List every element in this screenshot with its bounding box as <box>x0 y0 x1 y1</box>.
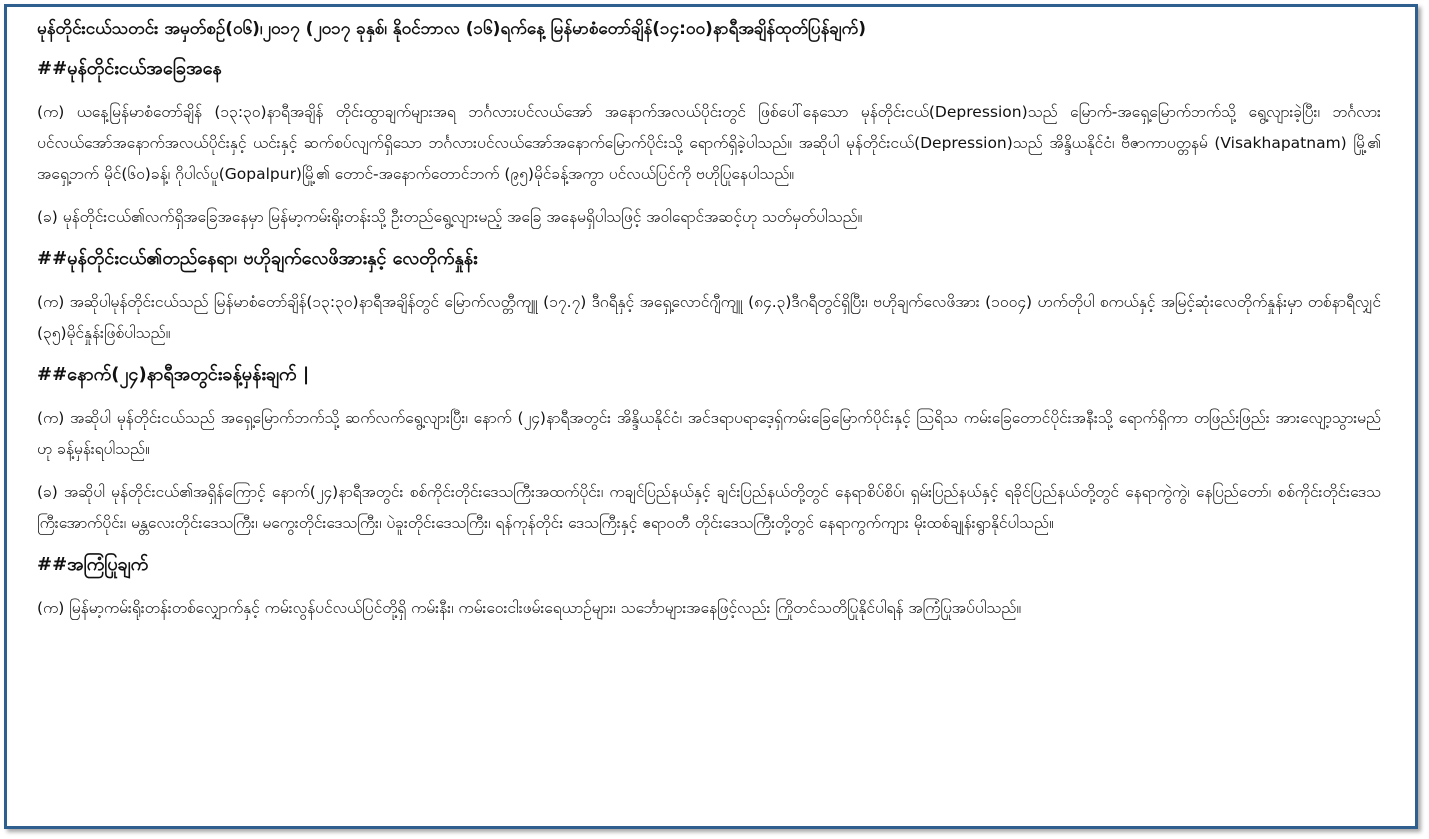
bulletin-content <box>37 15 1381 636</box>
location-paragraph-a: (က) အဆိုပါမုန်တိုင်းငယ်သည် မြန်မာစံတော်ချိန်(၁၃:၃၀)နာရီအချိန်တွင် မြောက်လတ္တီကျူ (၁၇.၇) ဒီဂရီနှင့် အရှေ့လောင်ဂျီကျူ (၈၄.၃)ဒီဂရီတွင်ရှိပြီး၊ ဗဟိုချက်လေဖိအား (၁၀၀၄) ဟက်တိုပါ စကယ်နှင့် အမြင့်ဆုံးလေတိုက်နှုန်းမှာ တစ်နာရီလျှင် (၃၅)မိုင်နှုန်းဖြစ်ပါသည်။ <box>37 293 1381 342</box>
section-heading-condition: ##မုန်တိုင်းငယ်အခြေအနေ <box>37 58 222 79</box>
bulletin-title: မုန်တိုင်းငယ်သတင်း အမှတ်စဉ်(၀၆)၊၂၀၁၇ (၂၀၁၇ ခုနှစ်၊ နိုဝင်ဘာလ (၁၆)ရက်နေ့ မြန်မာစံတော်ချိန်(၁၄:၀၀)နာရီအချိန်ထုတ်ပြန်ချက်) <box>37 19 867 39</box>
section-heading-forecast: ##နောက်(၂၄)နာရီအတွင်းခန့်မှန်းချက် | <box>37 364 310 385</box>
condition-paragraph-b: (ခ) မုန်တိုင်းငယ်၏လက်ရှိအခြေအနေမှာ မြန်မာ့ကမ်းရိုးတန်းသို့ ဦးတည်ရွေ့လျားမည့် အခြေ အနေမရှိပါသဖြင့် အဝါရောင်အဆင့်ဟု သတ်မှတ်ပါသည်။ <box>37 208 863 226</box>
bulletin-frame <box>4 4 1418 829</box>
forecast-paragraph-a: (က) အဆိုပါ မုန်တိုင်းငယ်သည် အရှေ့မြောက်ဘက်သို့ ဆက်လက်ရွေ့လျားပြီး၊ နောက် (၂၄)နာရီအတွင်း အိန္ဒိယနိုင်ငံ၊ အင်ဒရာပရာဒေ့ရှ်ကမ်းခြေမြောက်ပိုင်းနှင့် သြရိသ ကမ်းခြေတောင်ပိုင်းအနီးသို့ ရောက်ရှိကာ တဖြည်းဖြည်း အားလျော့သွားမည်ဟု ခန့်မှန်းရပါသည်။ <box>37 409 1381 458</box>
forecast-paragraph-b: (ခ) အဆိုပါ မုန်တိုင်းငယ်၏အရှိန်ကြောင့် နောက်(၂၄)နာရီအတွင်း စစ်ကိုင်းတိုင်းဒေသကြီးအထက်ပိုင်း၊ ကချင်ပြည်နယ်နှင့် ချင်းပြည်နယ်တို့တွင် နေရာစိပ်စိပ်၊ ရှမ်းပြည်နယ်နှင့် ရခိုင်ပြည်နယ်တို့တွင် နေရာကွဲကွဲ၊ နေပြည်တော်၊ စစ်ကိုင်းတိုင်းဒေသကြီးအောက်ပိုင်း၊ မန္တလေးတိုင်းဒေသကြီး၊ မကွေးတိုင်းဒေသကြီး၊ ပဲခူးတိုင်းဒေသကြီး၊ ရန်ကုန်တိုင်း ဒေသကြီးနှင့် ဧရာဝတီ တိုင်းဒေသကြီးတို့တွင် နေရာကွက်ကျား မိုးထစ်ချုန်းရွာနိုင်ပါသည်။ <box>37 483 1381 532</box>
section-heading-advisory: ##အကြံပြုချက် <box>37 554 149 575</box>
section-heading-location: ##မုန်တိုင်းငယ်၏တည်နေရာ၊ ဗဟိုချက်လေဖိအားနှင့် လေတိုက်နှုန်း <box>37 248 478 269</box>
condition-paragraph-a: (က) ယနေ့မြန်မာစံတော်ချိန် (၁၃:၃၀)နာရီအချိန် တိုင်းထွာချက်များအရ ဘင်္ဂလားပင်လယ်အော် အနောက်အလယ်ပိုင်းတွင် ဖြစ်ပေါ်နေသော မုန်တိုင်းငယ်(Depression)သည် မြောက်-အရှေ့မြောက်ဘက်သို့ ရွေ့လျားခဲ့ပြီး၊ ဘင်္ဂလားပင်လယ်အော်အနောက်အလယ်ပိုင်းနှင့် ယင်းနှင့် ဆက်စပ်လျက်ရှိသော ဘင်္ဂလားပင်လယ်အော်အနောက်မြောက်ပိုင်းသို့ ရောက်ရှိခဲ့ပါသည်။ အဆိုပါ မုန်တိုင်းငယ်(Depression)သည် အိန္ဒိယနိုင်ငံ၊ ဗီဇာကာပတ္တနမ် (Visakhapatnam) မြို့၏ အရှေ့ဘက် မိုင်(၆၀)ခန့်၊ ဂိုပါလ်ပူ(Gopalpur)မြို့၏ တောင်-အနောက်တောင်ဘက် (၉၅)မိုင်ခန့်အကွာ ပင်လယ်ပြင်ကို ဗဟိုပြုနေပါသည်။ <box>37 103 1381 183</box>
advisory-paragraph-a: (က) မြန်မာ့ကမ်းရိုးတန်းတစ်လျှောက်နှင့် ကမ်းလွန်ပင်လယ်ပြင်တို့ရှိ ကမ်းနီး၊ ကမ်းဝေးငါးဖမ်းရေယာဉ်များ၊ သင်္ဘောများအနေဖြင့်လည်း ကြိုတင်သတိပြုနိုင်ပါရန် အကြံပြုအပ်ပါသည်။ <box>37 599 1022 617</box>
